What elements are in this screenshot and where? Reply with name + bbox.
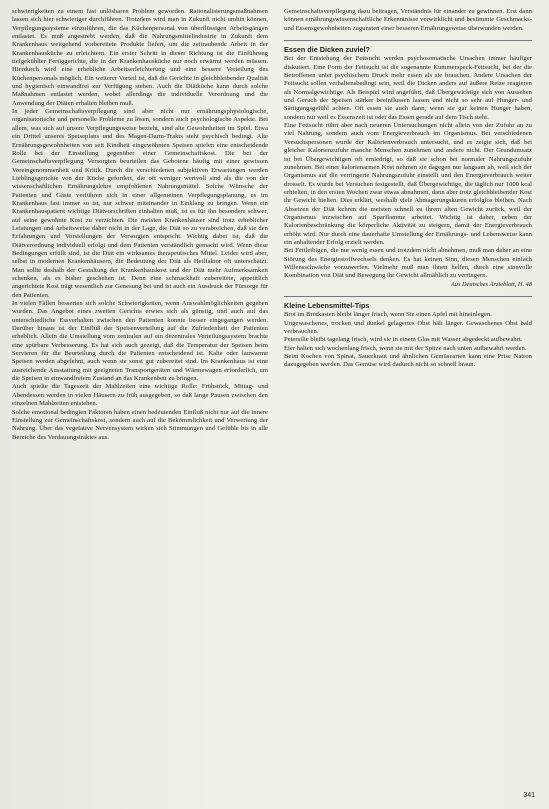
section-title-dicken: Essen die Dicken zuviel? <box>284 45 370 55</box>
right-intro-paragraph: Gemeinschaftsverpflegung dazu beitragen, Verständnis für einander zu gewinnen. Erst dann können ernährungswissenschaftliche Erkenntnisse verwirklicht und bestimmte Geschmacks- und Essensgewohnheiten zugunsten einer besseren Ernährungsweise überwunden werden. <box>284 8 532 32</box>
left-paragraph-1: schwierigkeiten zu einem fast unlösbaren Problem geworden. Rationalisierungsmaßnahmen lassen sich hier schwieriger durchführen. Trotzdem wird man in Zukunft nicht umhin können, Verpflegungssysteme einzuführen, die das Küchenpersonal von überflüssigen Arbeitsgängen entlastet. Es muß angestrebt werden, daß die Nahrungsmittelindustrie in Zukunft dem Krankenhaus weitgehend vorbereitete Produkte liefert, um die zeitraubende Arbeit in der Krankenhausküche zu erleichtern. Ein erster Schritt in dieser Richtung ist die Einführung tiefgekühlter Fertiggerichte, die in der Krankenhausküche nur noch erwärmt werden müssen. Hierdurch wird eine erhebliche Arbeitserleichterung und eine bessere Verteilung des Küchenpersonals möglich. Ein weiterer Vorteil ist, daß die Gerichte in gleichbleibender Qualität und hygienisch einwandfrei zur Verfügung stehen. Auch die Diätküche kann durch solche Maßnahmen entlastet werden, wobei allerdings die individuelle Verordnung und die Anwendung der Diäten erhalten bleiben muß. <box>12 8 268 107</box>
tip-paragraph-1: Brot im Brotkasten bleibt länger frisch, wenn Sie einen Apfel mit hineinlegen. <box>284 311 492 319</box>
tip-paragraph-4: Eier halten sich wochenlang frisch, wenn sie mit der Spitze nach unten aufbewahrt werden. <box>284 344 527 352</box>
dicken-paragraph-2: Eine Fettsucht rührt aber nach neueren Untersuchungen nicht allein von der Zufuhr an zu viel Nahrung, sondern auch vom Energieverbrauch im Organismus. Bei verschiedenen Versuchspersonen wurde der Kalorienverbrauch untersucht, und es zeigte sich, daß bei gleicher Kalorienzufuhr manche Menschen zunehmen und andere nicht. Der Grundumsatz ist bei Übergewichtigen oft erniedrigt, so daß sie schon bei normaler Nahrungszufuhr zunehmen. Bei einer kalorienarmen Kost nehmen sie dagegen nur langsam ab, weil sich der Organismus auf die verringerte Nahrungszufuhr einstellt und den Energieverbrauch weiter drosselt. Es wurde bei Versuchen festgestellt, daß Übergewichtige, die täglich nur 1000 kcal erhielten, in den ersten Wochen zwar etwas abnahmen, dann aber trotz gleichbleibender Kost ihr Gewicht hielten. Dies erklärt, weshalb viele Abmagerungskuren erfolglos bleiben. Nach Absetzen der Diät kehren die meisten schnell zu ihrem alten Gewicht zurück, weil der Organismus inzwischen auf Sparflamme arbeitet. Wichtig ist daher, neben der Kalorienbeschränkung die körperliche Aktivität zu steigern, damit der Energieverbrauch erhöht wird. Nur durch eine dauerhafte Umstellung der Ernährungs- und Lebensweise kann ein anhaltender Erfolg erzielt werden. <box>284 122 532 246</box>
source-citation: Aus Deutsches Ärzteblatt, H. 48 <box>450 280 532 288</box>
left-paragraph-2: In jeder Gemeinschaftsverpflegung sind aber nicht nur ernährungsphysiologische, organisatorische und personelle Probleme zu lösen, sondern auch psychologische Aspekte. Bei allem, was sich auf unsere Verpflegungsweise bezieht, sind alte Gewohnheiten im Spiel. Etwa ein Drittel unseres Speiseplans und des Magen-Darm-Trakts steht psychisch bedingt. Alte Ernährungsgewohnheiten von seit Kindheit eingewöhnten Speisen spielen eine entscheidende Rolle bei der Einstellung gegenüber einer Gemeinschaftskost. Die bei der Gemeinschaftsverpflegung Versorgten beurteilen das Gebotene häufig mit einer gewissen Voreingenommenheit und Kritik. Durch die verschiedenen subjektiven Erwartungen werden Lieblingsgerichte von der Küche gefordert, die oft weniger wertvoll sind als die von der wissenschaftlichen Ernährungslehre empfohlenen Nahrungsmittel. Solche Wünsche der Patienten und Gäste verführen sich in einer allgemeinen Verpflegungsplanung, es im Krankenhaus fast immer so ist, nur schwer miteinander in Einklang zu bringen. Wenn ein Krankenhauspatient wichtige Diätvorschriften einhalten muß, ist es für ihn besonders schwer, auf seine gewohnte Kost zu verzichten. Die meisten Krankenhäuser sind trotz erheblicher Leistungen und Arbeitsweise daher nicht in der Lage, die Diät so zu verabreichen, daß sie den Erfahrungen und Vorstellungen der Versorgten entspricht. Wichtig dabei ist, daß die Diätverordnung individuell erfolgt und dem Patienten verständlich gemacht wird. Wenn diese Bedingungen erfüllt sind, ist die Diät ein wirksames therapeutisches Mittel. Leider wird aber, selbst in modernen Krankenhäusern, die Bedeutung der Diät als Heilfaktor oft unterschätzt. Man sollte deshalb der Gestaltung der Krankenhauskost und der Diät mehr Aufmerksamkeit schenken, als es bisher geschehen ist. Denn eine schmackhaft zubereitete, appetitlich angerichtete Kost trägt wesentlich zur Genesung bei und ist auch ein Ausdruck der Fürsorge für den Patienten. <box>12 108 268 299</box>
tip-paragraph-2: Ungewaschenes, trocken und dunkel gelagertes Obst hält länger. Gewaschenes Obst bald verbrauchen. <box>284 319 532 336</box>
left-column <box>12 8 268 442</box>
page-number: 341 <box>523 792 535 799</box>
tip-paragraph-3: Petersilie bleibt tagelang frisch, wird sie in einem Glas mit Wasser abgedeckt aufbewahrt. <box>284 336 523 344</box>
dicken-paragraph-3: Bei Fettleibigen, die nur wenig essen und trotzdem nicht abnehmen, muß man daher an eine Störung des Energiestoffwechsels denken. Es hat keinen Sinn, diesen Menschen einfach Willensschwäche vorzuwerfen. Vielmehr muß man ihnen helfen, durch eine sinnvolle Kombination von Diät und Bewegung ihr Gewicht allmählich zu verringern. <box>284 247 532 280</box>
right-column <box>284 8 532 370</box>
left-paragraph-5: Solche emotional bedingten Faktoren haben einen bedeutenden Einfluß nicht nur auf die innere Einstellung zur Gemeinschaftskost, sondern auch auf die Bekömmlichkeit und Verwertung der Nahrung. Über das vegetative Nervensystem wirken sich Stimmungen und Gefühle bis in alle Bereiche des Verdauungstraktes aus. <box>12 408 268 441</box>
left-paragraph-3: In vielen Fällen besserten sich solche Schwierigkeiten, wenn Auswahlmöglichkeiten gegeben wurden. Das Angebot eines zweiten Gerichts erwies sich als günstig, und auch auf das unterschiedliche Essverhalten zwischen den Patienten konnte besser eingegangen werden. Darüber hinaus ist der Einfluß der Speisenverteilung auf die Zufriedenheit der Patienten erheblich. Allein die Umstellung vom zentralen auf ein dezentrales Verteilungssystem brachte eine spürbare Verbesserung. Es hat sich auch gezeigt, daß die Temperatur der Speisen beim Servieren für die Beurteilung durch die Patienten entscheidend ist. Kalte oder lauwarme Speisen werden abgelehnt, auch wenn sie sonst gut zubereitet sind. Im Krankenhaus ist eine ausreichende Ausstattung mit geeigneten Transportgeräten und Wärmewagen erforderlich, um die Speisen in einwandfreiem Zustand an das Krankenbett zu bringen. <box>12 300 268 383</box>
section-divider <box>284 40 532 41</box>
section-divider <box>284 296 532 297</box>
dicken-paragraph-1: Bei der Entstehung der Fettsucht werden psychosomatische Ursachen immer häufiger diskutiert. Eine Form der Fettsucht ist die sogenannte Kummerspeck-Fettsucht, bei der die Betroffenen unter psychischem Druck mehr essen als sie brauchen. Andere Ursachen der Fettsucht sollen verhaltensbedingt sein, weil die Dicken anders auf äußere Reize reagieren als Normalgewichtige. Als Beispiel wird angeführt, daß Übergewichtige sich von Aussehen und Geruch der Speisen stärker beeinflussen lassen und nicht so sehr auf Hunger- und Sättigungsgefühl achten. Oft essen sie auch dann, wenn sie gar keinen Hunger haben, sondern nur weil es Essenszeit ist oder das Essen gerade auf dem Tisch steht. <box>284 55 532 121</box>
tip-paragraph-5: Beim Kochen von Spinat, Sauerkraut und ähnlichen Gemüsearten kann eine Prise Natron dazugegeben werden. Das Gemüse wird dadurch nicht so schnell braun. <box>284 353 532 369</box>
left-paragraph-4: Auch spielte die Tageszeit der Mahlzeiten eine wichtige Rolle: Frühstück, Mittag- und Abendessen werden in vielen Häusern zu früh ausgegeben, so daß lange Pausen zwischen den einzelnen Mahlzeiten entstehen. <box>12 383 268 408</box>
section-title-tips: Kleine Lebensmittel-Tips <box>284 301 370 310</box>
